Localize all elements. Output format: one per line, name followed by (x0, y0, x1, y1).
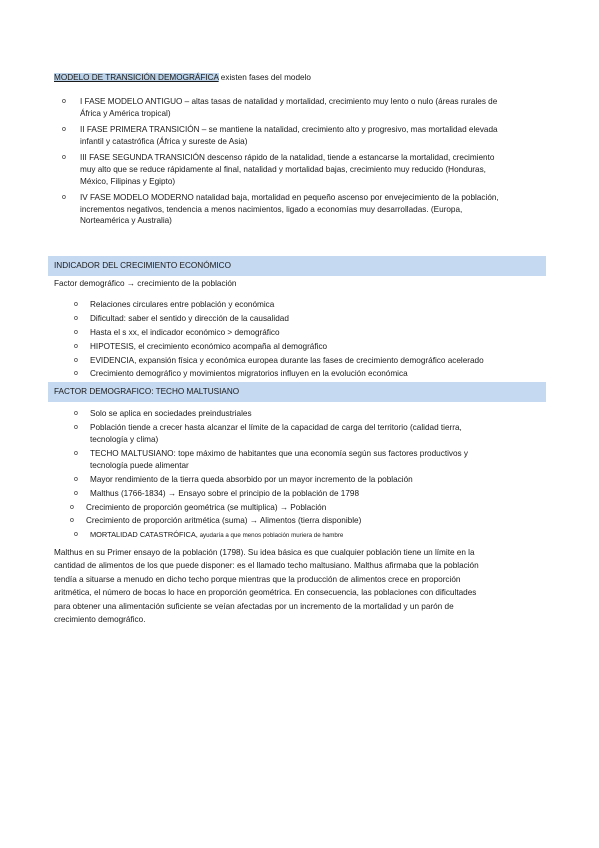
paragraph-line: cantidad de alimentos de los que puede disponer: es el llamado techo maltusiano. Malthus afirmaba que la población (54, 561, 479, 571)
section2-factor-line: Factor demográfico → crecimiento de la población (54, 279, 237, 288)
paragraph-line: crecimiento demográfico. (54, 615, 146, 625)
list-item (70, 502, 540, 514)
list-item-line: México, Filipinas y Egipto) (80, 176, 176, 186)
list-item-text: HIPOTESIS, el crecimiento económico acompaña al demográfico (90, 341, 328, 351)
list-item-text: Crecimiento de proporción aritmética (suma) → Alimentos (tierra disponible) (86, 516, 362, 526)
malthus-paragraph (54, 546, 548, 626)
bullet-icon: o (62, 154, 66, 162)
list-item-text: Crecimiento demográfico y movimientos migratorios influyen en la evolución económica (90, 369, 408, 379)
section1-list (62, 96, 552, 227)
bullet-icon: o (62, 126, 66, 134)
list-item (70, 515, 540, 527)
bullet-icon: o (74, 475, 78, 483)
section3-last-list (74, 529, 544, 542)
list-item-line: incrementos negativos, tendencia a menos nacimientos, ligado a economías muy desarrolladas. (Europa, (80, 204, 463, 214)
list-item-text: Hasta el s xx, el indicador económico > demográfico (90, 327, 280, 337)
list-item-line: Malthus (1766-1834) → Ensayo sobre el principio de la población de 1798 (90, 488, 359, 498)
bullet-icon: o (74, 356, 78, 364)
list-item-line: infantil y catastrófica (África y sureste de Asia) (80, 136, 248, 146)
list-item (74, 448, 544, 471)
list-item (62, 152, 552, 187)
list-item (62, 96, 552, 119)
list-item-text: EVIDENCIA, expansión física y económica europea durante las fases de crecimiento demográfico acelerado (90, 355, 484, 365)
section2-heading: INDICADOR DEL CRECIMIENTO ECONÓMICO (48, 256, 546, 276)
section1-heading: MODELO DE TRANSICIÓN DEMOGRÁFICA (54, 73, 219, 82)
bullet-icon: o (74, 410, 78, 417)
section1-intro (54, 72, 311, 84)
list-item (62, 124, 552, 147)
list-item (74, 488, 544, 500)
list-item-line: muy alto que se reduce rápidamente al final, natalidad y mortalidad bajas, crecimiento muy reducido (Honduras, (80, 164, 486, 174)
list-item-line: IV FASE MODELO MODERNO natalidad baja, mortalidad en pequeño ascenso por envejecimiento de la población, (80, 193, 499, 203)
list-item (74, 299, 544, 311)
bullet-icon: o (62, 98, 66, 105)
list-item (74, 341, 544, 353)
list-item-text: Relaciones circulares entre población y económica (90, 300, 275, 309)
list-item (74, 408, 544, 420)
bullet-icon: o (70, 504, 74, 511)
list-item-line: I FASE MODELO ANTIGUO – altas tasas de natalidad y mortalidad, crecimiento muy lento o nulo (áreas rurales de (80, 97, 498, 106)
list-item-line: Norteamérica y Australia) (80, 216, 172, 226)
bullet-icon: o (74, 489, 78, 497)
bullet-icon: o (74, 301, 78, 308)
list-item-line: tecnología y clima) (90, 434, 159, 444)
paragraph-line: para obtener una alimentación suficiente se veían afectadas por un incremento de la mortalidad y un parón de (54, 601, 454, 611)
list-item-line: TECHO MALTUSIANO: tope máximo de habitantes que una economía según sus factores productivos y (90, 448, 469, 458)
list-item (74, 474, 544, 486)
list-item (74, 313, 544, 325)
bullet-icon: o (74, 370, 78, 378)
list-item (62, 192, 552, 227)
list-item-line: Población tiende a crecer hasta alcanzar el límite de la capacidad de carga del territorio (calidad tierra, (90, 423, 462, 433)
bullet-icon: o (74, 449, 78, 457)
section3-sublist (70, 502, 540, 528)
list-item-text: Crecimiento de proporción geométrica (se multiplica) → Población (86, 503, 327, 512)
paragraph-line: aritmética, el número de bocas lo hace en proporción geométrica. En consecuencia, las poblaciones con dificultades (54, 588, 477, 598)
list-item (74, 368, 544, 380)
bullet-icon: o (74, 328, 78, 336)
section2-list (74, 299, 544, 380)
section3-heading: FACTOR DEMOGRAFICO: TECHO MALTUSIANO (48, 382, 546, 402)
list-item-text: MORTALIDAD CATASTRÓFICA, (90, 530, 198, 539)
list-item (74, 422, 544, 445)
list-item (74, 529, 544, 542)
list-item (74, 327, 544, 339)
bullet-icon: o (74, 342, 78, 350)
bullet-icon: o (70, 517, 74, 525)
bullet-icon: o (74, 531, 78, 538)
section3-list (74, 408, 544, 500)
section1-heading-suffix: existen fases del modelo (218, 73, 311, 82)
list-item (74, 355, 544, 367)
list-item-line: Solo se aplica en sociedades preindustriales (90, 409, 252, 418)
paragraph-line: Malthus en su Primer ensayo de la población (1798). Su idea básica es que cualquier población tiene un límite en la (54, 548, 475, 557)
paragraph-line: tendía a situarse a menudo en dicho techo porque mientras que la producción de alimentos crece en proporción (54, 574, 461, 584)
list-item-line: Mayor rendimiento de la tierra queda absorbido por un mayor incremento de la población (90, 474, 413, 484)
list-item-line: África y América tropical) (80, 108, 171, 118)
list-item-line: III FASE SEGUNDA TRANSICIÓN descenso rápido de la natalidad, tiende a estancarse la mortalidad, crecimiento (80, 153, 495, 163)
bullet-icon: o (74, 314, 78, 322)
bullet-icon: o (62, 194, 66, 202)
list-item-text: Dificultad: saber el sentido y dirección de la causalidad (90, 313, 289, 323)
list-item-line: II FASE PRIMERA TRANSICIÓN – se mantiene la natalidad, crecimiento alto y progresivo, mas mortalidad elevada (80, 125, 498, 135)
list-item-small-text: ayudaría a que menos población muriera de hambre (197, 532, 344, 539)
bullet-icon: o (74, 424, 78, 432)
list-item-line: tecnología puede alimentar (90, 460, 189, 470)
